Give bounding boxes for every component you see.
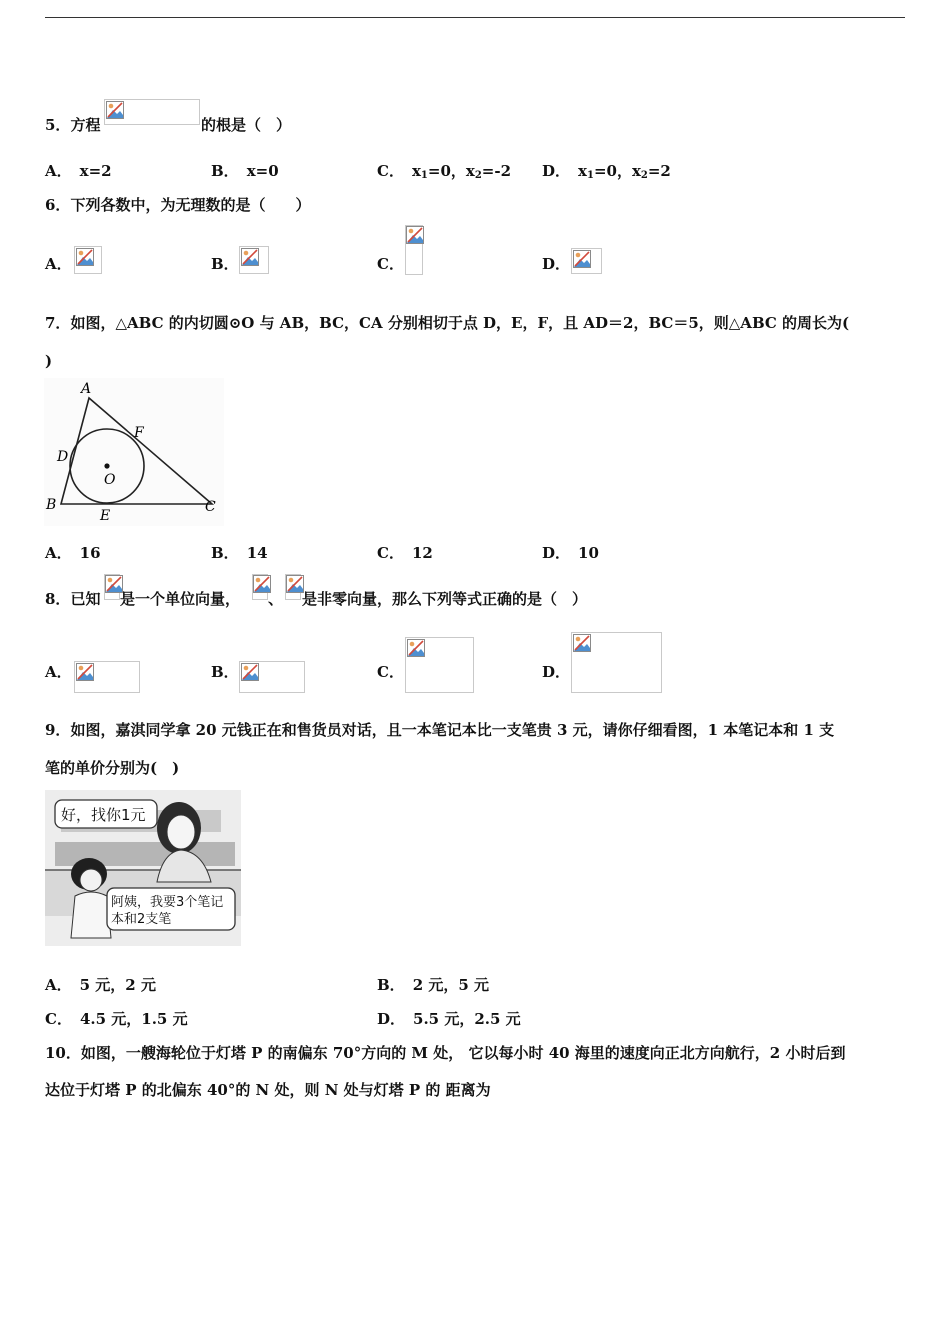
question-7 [45, 313, 849, 333]
option-label: A． [45, 544, 72, 562]
option-text: 10 [578, 544, 599, 562]
broken-image-icon [407, 639, 425, 657]
option-text: 5 元，2 元 [79, 976, 156, 994]
q8-option-d-image [571, 632, 662, 693]
option-text: 16 [79, 544, 101, 562]
q7-text: 如图，△ABC 的内切圆⊙O 与 AB，BC，CA 分别相切于点 D，E，F，且 AD＝2，BC＝5，则△ABC 的周长为( [70, 314, 850, 332]
broken-image-icon [106, 101, 124, 119]
option-label: D． [542, 255, 571, 273]
broken-image-icon [573, 634, 591, 652]
broken-image-icon [76, 663, 94, 681]
q6-option-d-image [571, 248, 602, 274]
option-label: A． [45, 255, 72, 273]
option-text: =2 [647, 162, 671, 180]
option-text: x [578, 162, 587, 180]
q8-option-c[interactable] [377, 662, 404, 682]
q8-option-a[interactable] [45, 662, 72, 682]
option-label: D． [542, 544, 571, 562]
option-text: x [411, 162, 421, 180]
q6-option-a[interactable] [45, 254, 72, 274]
subscript: 2 [474, 170, 482, 181]
option-label: A． [45, 976, 72, 994]
q6-option-a-image [74, 246, 102, 274]
bubble-child-text-line2: 本和2支笔 [111, 912, 172, 927]
subscript: 1 [420, 170, 428, 181]
q6-option-b-image [239, 246, 269, 274]
bubble-shopkeeper-text: 好，找你1元 [61, 806, 146, 824]
label-a: A [81, 381, 92, 397]
q9-option-d[interactable] [377, 1009, 521, 1029]
label-d: D [57, 449, 69, 465]
q9-option-a[interactable] [45, 975, 156, 995]
broken-image-icon [406, 226, 424, 244]
q8-text-mid: 是一个单位向量， [120, 590, 241, 608]
option-label: C． [377, 162, 404, 180]
question-5 [45, 115, 100, 135]
q8-text-sep: 、 [268, 590, 284, 608]
bubble-child-text-line1: 阿姨，我要3个笔记 [111, 895, 224, 910]
option-label: B． [377, 976, 405, 994]
subscript: 2 [640, 170, 648, 181]
q6-number: 6． [45, 196, 71, 214]
q5-option-c[interactable] [377, 161, 511, 186]
q6-option-c[interactable] [377, 254, 404, 274]
q6-text: 下列各数中，为无理数的是（ ） [70, 196, 311, 214]
q6-option-c-image [405, 225, 423, 275]
option-text: x=2 [79, 162, 112, 180]
label-b: B [46, 497, 57, 513]
option-label: A． [45, 663, 72, 681]
shopkeeper-face [167, 815, 195, 849]
triangle-incircle-figure [44, 378, 224, 526]
option-label: B． [211, 162, 239, 180]
q5-option-a[interactable] [45, 161, 112, 181]
q9-option-c[interactable] [45, 1009, 188, 1029]
q5-text-post: 的根是（ ） [201, 116, 292, 134]
q10-text-line2: 达位于灯塔 P 的北偏东 40°的 N 处，则 N 处与灯塔 P 的 距离为 [45, 1081, 491, 1099]
broken-image-icon [241, 663, 259, 681]
subscript: 1 [586, 170, 594, 181]
option-label: A． [45, 162, 72, 180]
q10-number: 10． [45, 1044, 81, 1062]
q5-equation-image [104, 99, 200, 125]
question-10 [45, 1043, 845, 1063]
option-text: 5.5 元，2.5 元 [413, 1010, 521, 1028]
q8-vector-a-image [252, 574, 268, 600]
q7-option-c[interactable] [377, 543, 433, 563]
q6-option-d[interactable] [542, 254, 570, 274]
broken-image-icon [76, 248, 94, 266]
q8-number: 8． [45, 590, 71, 608]
broken-image-icon [573, 250, 591, 268]
q9-text-line2: 笔的单价分别为( ) [45, 759, 180, 777]
q10-text: 如图，一艘海轮位于灯塔 P 的南偏东 70°方向的 M 处， 它以每小时 40 海里的速度向正北方向航行，2 小时后到 [80, 1044, 846, 1062]
q5-option-b[interactable] [211, 161, 279, 181]
shop-dialogue-figure [45, 790, 241, 946]
option-label: D． [542, 663, 571, 681]
question-9 [45, 720, 834, 740]
q8-text-post: 是非零向量，那么下列等式正确的是（ ） [302, 590, 588, 608]
child-face [80, 869, 102, 891]
option-label: C． [377, 255, 404, 273]
option-text: =0，x [427, 162, 475, 180]
option-label: D． [377, 1010, 406, 1028]
q8-pre: 已知 [70, 590, 101, 608]
q9-number: 9． [45, 721, 71, 739]
q8-option-b-image [239, 661, 305, 693]
label-c: C [205, 499, 216, 515]
option-label: B． [211, 663, 239, 681]
child-body [71, 892, 111, 938]
q8-option-a-image [74, 661, 140, 693]
option-text: 4.5 元，1.5 元 [79, 1010, 188, 1028]
q8-option-c-image [405, 637, 474, 693]
option-label: C． [377, 663, 404, 681]
option-text: 12 [411, 544, 433, 562]
option-text: 14 [246, 544, 268, 562]
label-e: E [100, 508, 111, 524]
center-point [104, 463, 109, 468]
q7-number: 7． [45, 314, 71, 332]
q5-option-d[interactable] [542, 161, 671, 186]
q6-option-b[interactable] [211, 254, 239, 274]
option-text: =0，x [593, 162, 641, 180]
option-text: x=0 [246, 162, 279, 180]
q8-vector-e-image [104, 574, 120, 600]
option-text: 2 元，5 元 [412, 976, 490, 994]
q8-text-pre [45, 589, 100, 609]
q8-option-b[interactable] [211, 662, 239, 682]
q9-text: 如图，嘉淇同学拿 20 元钱正在和售货员对话，且一本笔记本比一支笔贵 3 元，请你仔细看图，1 本笔记本和 1 支 [70, 721, 835, 739]
option-label: C． [377, 544, 404, 562]
question-6 [45, 195, 310, 215]
q9-option-b[interactable] [377, 975, 489, 995]
q8-vector-b-image [285, 574, 301, 600]
q7-option-d[interactable] [542, 543, 599, 563]
q7-text-line2: ) [45, 352, 53, 370]
broken-image-icon [241, 248, 259, 266]
option-label: B． [211, 544, 239, 562]
q5-number: 5． [45, 116, 71, 134]
option-label: D． [542, 162, 571, 180]
q7-option-b[interactable] [211, 543, 268, 563]
q5-text-pre: 方程 [70, 116, 101, 134]
label-f: F [134, 425, 144, 441]
option-text: =-2 [481, 162, 512, 180]
header-rule [45, 17, 905, 18]
option-label: C． [45, 1010, 72, 1028]
q7-option-a[interactable] [45, 543, 101, 563]
option-label: B． [211, 255, 239, 273]
q8-option-d[interactable] [542, 662, 570, 682]
label-o: O [104, 472, 116, 488]
